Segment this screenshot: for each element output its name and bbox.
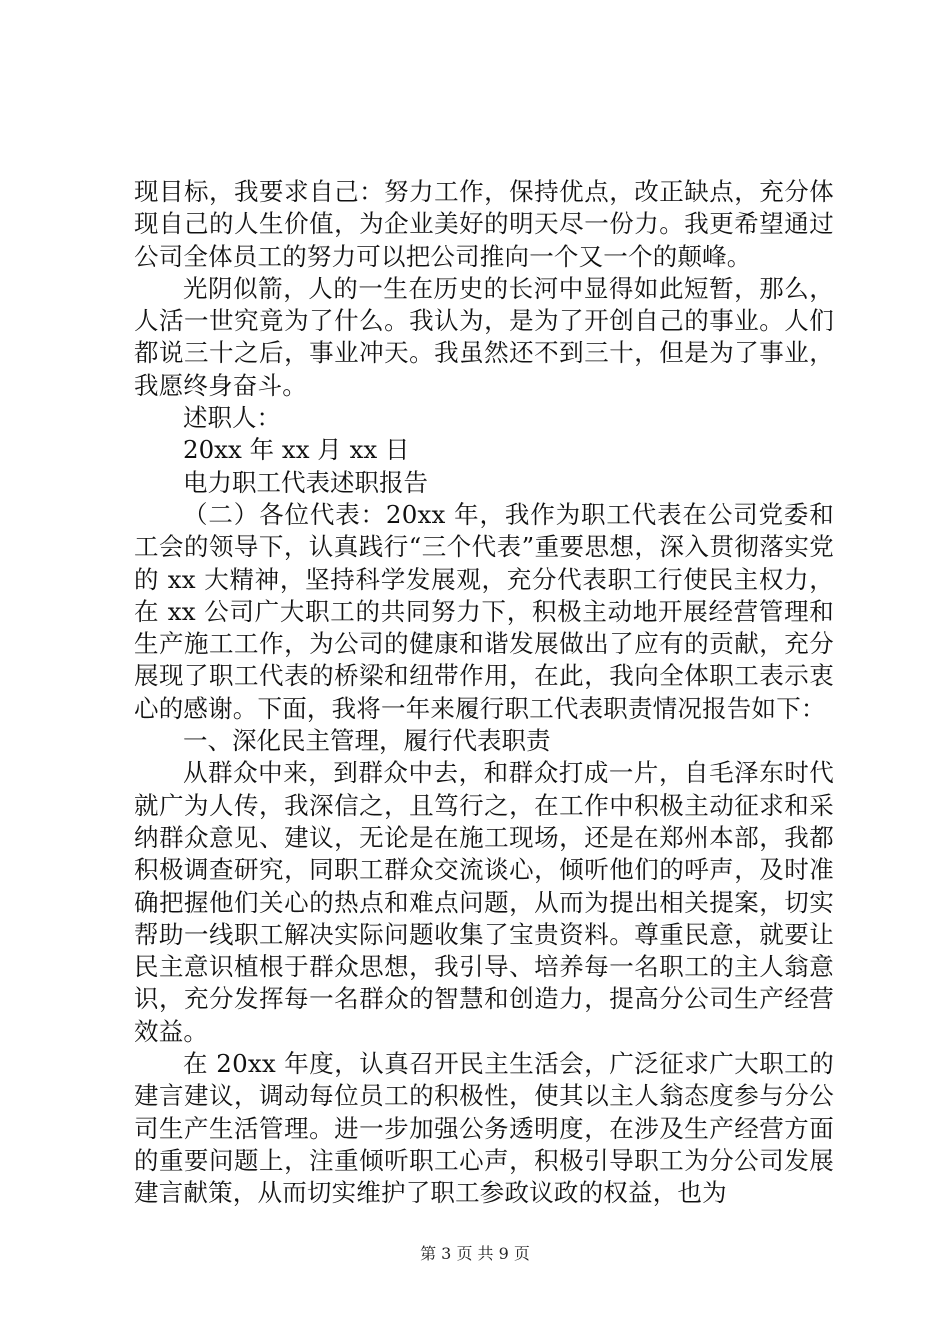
document-body	[134, 176, 834, 1210]
paragraph: （二）各位代表：20xx 年，我作为职工代表在公司党委和工会的领导下，认真践行“三个代表”重要思想，深入贯彻落实党的 xx 大精神，坚持科学发展观，充分代表职工行使民主权力，在 xx 公司广大职工的共同努力下，积极主动地开展经营管理和生产施工工作，为公司的健康和谐发展做出了应有的贡献，充分展现了职工代表的桥梁和纽带作用，在此，我向全体职工表示衷心的感谢。下面，我将一年来履行职工代表职责情况报告如下：	[134, 499, 834, 723]
date-line: 20xx 年 xx 月 xx 日	[183, 435, 410, 465]
paragraph: 在 20xx 年度，认真召开民主生活会，广泛征求广大职工的建言建议，调动每位员工的积极性，使其以主人翁态度参与分公司生产生活管理。进一步加强公务透明度，在涉及生产经营方面的重要问题上，注重倾听职工心声，积极引导职工为分公司发展建言献策，从而切实维护了职工参政议政的权益，也为	[134, 1049, 834, 1208]
paragraph: 从群众中来，到群众中去，和群众打成一片，自毛泽东时代就广为人传，我深信之，且笃行之，在工作中积极主动征求和采纳群众意见、建议，无论是在施工现场，还是在郑州本部，我都积极调查研究，同职工群众交流谈心，倾听他们的呼声，及时准确把握他们关心的热点和难点问题，从而为提出相关提案，切实帮助一线职工解决实际问题收集了宝贵资料。尊重民意，就要让民主意识植根于群众思想，我引导、培养每一名职工的主人翁意识，充分发挥每一名群众的智慧和创造力，提高分公司生产经营效益。	[134, 758, 834, 1046]
section-heading: 一、深化民主管理，履行代表职责	[183, 726, 551, 756]
paragraph: 光阴似箭，人的一生在历史的长河中显得如此短暂，那么，人活一世究竟为了什么。我认为，是为了开创自己的事业。人们都说三十之后，事业冲天。我虽然还不到三十，但是为了事业，我愿终身奋斗。	[134, 273, 834, 400]
page-number-footer: 第 3 页 共 9 页	[420, 1244, 530, 1263]
paragraph: 现目标，我要求自己：努力工作，保持优点，改正缺点，充分体现自己的人生价值，为企业美好的明天尽一份力。我更希望通过公司全体员工的努力可以把公司推向一个又一个的颠峰。	[134, 177, 834, 271]
report-title: 电力职工代表述职报告	[183, 467, 428, 497]
signature-label: 述职人：	[183, 403, 281, 433]
